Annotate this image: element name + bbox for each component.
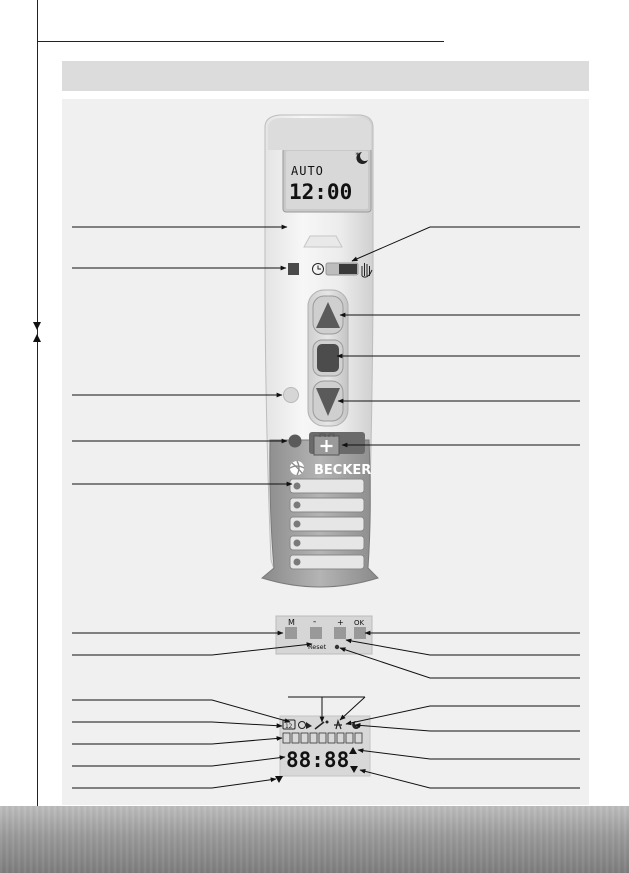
lcd-left-indicator	[275, 776, 283, 783]
channel-slots	[290, 479, 364, 569]
m-key[interactable]	[285, 627, 297, 639]
ok-key-label: OK	[354, 619, 365, 627]
ok-key[interactable]	[354, 627, 366, 639]
arrow-up-button[interactable]	[313, 296, 343, 334]
mode-slider-knob[interactable]	[339, 264, 357, 274]
m-key-label: M	[288, 618, 295, 627]
program-button[interactable]	[289, 435, 302, 448]
channel-slot[interactable]	[290, 555, 364, 569]
channel-slot[interactable]	[290, 479, 364, 493]
channel-slot[interactable]	[290, 498, 364, 512]
plus-key-label: +	[337, 618, 344, 627]
channel-slot[interactable]	[290, 536, 364, 550]
brand-name: BECKER	[314, 463, 372, 478]
callout-lines-right	[337, 227, 580, 788]
channel-slot[interactable]	[290, 517, 364, 531]
lcd-detail	[275, 716, 370, 783]
display-time-text: 12:00	[289, 180, 353, 204]
svg-text:12: 12	[285, 723, 293, 730]
battery-compartment[interactable]	[309, 432, 365, 455]
light-sensor	[284, 388, 299, 403]
display-mode-text: AUTO	[291, 164, 324, 178]
reset-dot-icon[interactable]	[335, 645, 339, 649]
becker-logo-icon	[290, 461, 304, 475]
stop-icon	[317, 344, 339, 372]
channel-select-button[interactable]	[288, 263, 299, 275]
minus-key[interactable]	[310, 627, 322, 639]
lcd-digits: 88:88	[286, 748, 350, 772]
plus-key[interactable]	[334, 627, 346, 639]
stop-button[interactable]	[313, 340, 343, 376]
keypad-detail	[276, 616, 372, 654]
svg-text:*: *	[355, 151, 360, 159]
reset-label: Reset	[308, 643, 327, 651]
margin-arrows	[33, 322, 41, 342]
minus-key-label: -	[313, 617, 317, 627]
